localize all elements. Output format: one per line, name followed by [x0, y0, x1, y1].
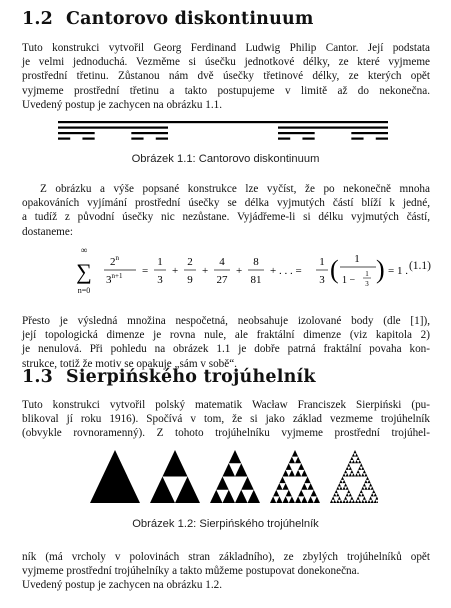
cantor-intro-paragraph [22, 41, 430, 112]
cantor-segment [302, 138, 314, 140]
frac-den: 81 [250, 274, 262, 286]
cantor-segment [58, 127, 168, 129]
frac-num: 2 [187, 256, 193, 268]
cantor-segment [58, 121, 388, 123]
text-line: Uvedený postup je zachycen na obrázku 1.1. [22, 98, 223, 111]
section-title: Sierpińského trojúhelník [66, 367, 316, 387]
equals-sign: = [142, 265, 149, 277]
frac-num: 1 [319, 256, 325, 268]
text-line: je velmi jednoduchá. Vezměme si úsečku jednotkové délky, ze které vyjmeme [22, 56, 430, 69]
cantor-segment [58, 138, 70, 140]
right-paren: ) [376, 255, 385, 284]
inner-den-text: 1 − [342, 275, 356, 286]
frac-num: 4 [219, 256, 225, 268]
text-line: prostřední třetinu. Zůstanou nám dvě úsečky třetinové délky, ze kterých opět [22, 70, 430, 83]
cantor-segment [278, 132, 315, 134]
cantor-paragraph-2 [22, 182, 430, 239]
sierpinski-intro-paragraph [22, 398, 430, 441]
cantor-segment [278, 127, 388, 129]
frac-den: 3 [319, 274, 325, 286]
sierpinski-triangle-figure [88, 449, 378, 505]
section-number: 1.3 [22, 367, 54, 387]
text-line: ník (má vrcholy v polovinách stran základního), ze zbylých trojúhelníků opět [22, 551, 430, 563]
cantor-segment [351, 132, 388, 134]
section-heading-sierpinski [22, 367, 316, 387]
sum-lower-limit: n=0 [77, 286, 91, 295]
frac-num: 1 [354, 253, 360, 265]
cantor-segment [131, 132, 168, 134]
cantor-set-figure [58, 121, 388, 143]
frac-den: 27 [216, 274, 228, 286]
cantor-segment [351, 138, 363, 140]
frac-num: 8 [253, 256, 259, 268]
text-line: Uvedený postup je zachycen na obrázku 1.2. [22, 579, 223, 592]
plus-sign: + [236, 265, 243, 277]
sierpinski-iteration-3 [270, 450, 320, 503]
text-line: vyjmeme prostřední třetinu a takto postupujeme v limitě až do nekonečna. [22, 84, 430, 97]
cantor-segment [156, 138, 168, 140]
term-denominator: $3^{n+1}$ [106, 272, 123, 286]
cantor-segment [278, 138, 290, 140]
ellipsis-equals: + . . . = [270, 265, 302, 277]
cantor-segment [376, 138, 388, 140]
cantor-segment [131, 138, 143, 140]
sierpinski-iteration-2 [210, 450, 260, 503]
sierpinski-paragraph-2 [22, 550, 430, 593]
text-line: vyjmeme prostřední trojúhelníky a takto můžeme postupovat donekonečna. [22, 565, 360, 578]
sierpinski-iteration-4 [330, 450, 378, 503]
frac-num: 1 [365, 270, 369, 278]
frac-den: 9 [187, 274, 193, 286]
cantor-segment [82, 138, 94, 140]
sierpinski-iteration-1 [150, 450, 200, 503]
plus-sign: + [172, 265, 179, 277]
equation-number: (1.1) [408, 260, 431, 272]
cantor-paragraph-3 [22, 314, 430, 371]
sum-upper-limit: ∞ [80, 245, 88, 255]
frac-num: 1 [157, 256, 163, 268]
text-line: Z obrázku a výše popsané konstrukce lze vyčíst, že po nekonečně mnoha [40, 183, 430, 195]
text-line: opakováních vyjímání prostřední úsečky se délka vyjmutých částí blíží k jedné, [22, 197, 430, 210]
text-line: její topologická dimenze je rovna nule, ale fraktální dimenze (viz kapitola 2) [22, 329, 430, 342]
figure-caption-sierpinski: Obrázek 1.2: Sierpińského trojúhelník [132, 518, 319, 530]
section-title: Cantorovo diskontinuum [66, 9, 314, 29]
frac-den: 3 [157, 274, 163, 286]
equation-1-1 [60, 245, 440, 299]
text-line: blikoval jí roku 1916). Spočívá v tom, že si jako základ vezmeme trojúhelník [22, 413, 430, 426]
text-line: (obvykle rovnoramenný). Z tohoto trojúhelníku vyjmeme prostřední trojúhel- [22, 427, 430, 440]
text-line: Tuto konstrukci vytvořil polský matematik Wacław Franciszek Sierpiński (pu- [22, 399, 430, 411]
frac-den: 3 [365, 280, 369, 288]
cantor-segment [58, 132, 95, 134]
text-line: dostaneme: [22, 225, 73, 238]
plus-sign: + [202, 265, 209, 277]
figure-caption-cantor: Obrázek 1.1: Cantorovo diskontinuum [131, 153, 320, 165]
sierpinski-iteration-0 [90, 450, 140, 503]
text-line: je nenulová. Při pohledu na obrázek 1.1 je dobře patrná fraktální povaha kon- [22, 343, 430, 356]
sigma-symbol: ∑ [76, 259, 92, 284]
text-line: a tudíž z původní úsečky nic nezůstane. Vyjádřeme-li si délku vyjmutých částí, [22, 211, 430, 224]
section-number: 1.2 [22, 9, 54, 29]
term-numerator: 2$^n$ [110, 254, 119, 268]
text-line: strukce, totiž že motiv se opakuje „sám v sobě“. [22, 357, 237, 370]
left-paren: ( [330, 255, 339, 284]
equation-result: = 1 . [388, 265, 408, 277]
text-line: Tuto konstrukci vytvořil Georg Ferdinand Ludwig Philip Cantor. Její podstata [22, 42, 430, 54]
section-heading-cantor [22, 9, 314, 29]
text-line: Přesto je výsledná množina nespočetná, neobsahuje izolované body (dle [1]), [22, 315, 430, 327]
